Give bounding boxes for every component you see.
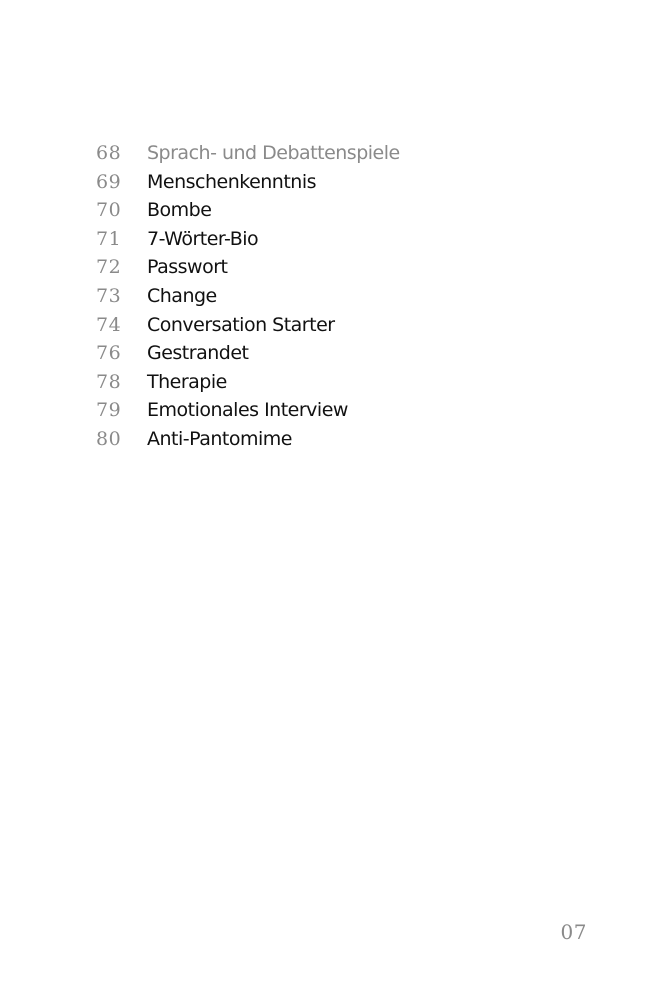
footer-page-number: 07 xyxy=(560,920,587,944)
toc-page-number: 69 xyxy=(96,170,122,193)
toc-entry-title: 7-Wörter-Bio xyxy=(147,227,259,250)
toc-entry xyxy=(96,311,576,340)
toc-page-number: 78 xyxy=(96,370,122,393)
toc-section-heading xyxy=(96,139,576,168)
toc-entry xyxy=(96,168,576,197)
toc-entry xyxy=(96,396,576,425)
toc-entry-title: Anti-Pantomime xyxy=(147,427,292,450)
toc-page-number: 72 xyxy=(96,256,122,279)
toc-entry-title: Change xyxy=(147,284,217,307)
toc-page-number: 70 xyxy=(96,199,122,222)
toc-entry-title: Conversation Starter xyxy=(147,313,335,336)
toc-page-number: 73 xyxy=(96,284,122,307)
toc-section-title: Sprach- und Debattenspiele xyxy=(147,142,400,164)
table-of-contents xyxy=(96,139,576,454)
toc-entry xyxy=(96,425,576,454)
toc-entry xyxy=(96,282,576,311)
toc-entry xyxy=(96,253,576,282)
toc-entry-title: Menschenkenntnis xyxy=(147,170,317,193)
toc-entry-title: Emotionales Interview xyxy=(147,399,348,422)
toc-entry-title: Therapie xyxy=(147,370,227,393)
toc-entry-title: Passwort xyxy=(147,256,228,279)
toc-entry xyxy=(96,368,576,397)
toc-page-number: 80 xyxy=(96,427,122,450)
toc-page-number: 68 xyxy=(96,142,122,164)
toc-entry xyxy=(96,196,576,225)
toc-page-number: 76 xyxy=(96,342,122,365)
toc-page-number: 71 xyxy=(96,227,122,250)
toc-page-number: 79 xyxy=(96,399,122,422)
toc-entry-title: Bombe xyxy=(147,199,212,222)
toc-entry-title: Gestrandet xyxy=(147,342,249,365)
toc-entry xyxy=(96,339,576,368)
toc-entry xyxy=(96,225,576,254)
toc-page-number: 74 xyxy=(96,313,122,336)
